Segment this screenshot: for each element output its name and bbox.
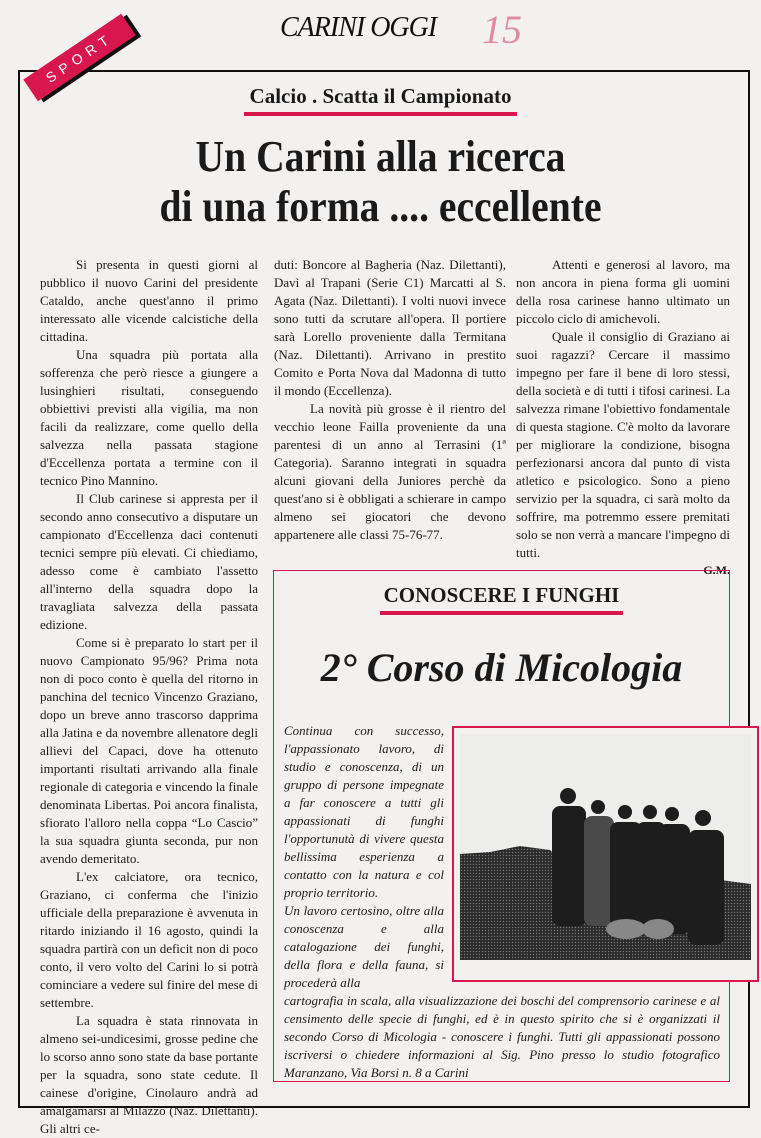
page-number: 15 [482, 7, 522, 52]
group-photo [460, 734, 751, 960]
mushroom-basket [642, 919, 674, 939]
paragraph: La novità più grosse è il rientro del vecchio leone Failla proveniente da una parentesi di un anno al Terrasini (1ª Categoria). Saranno integrati in squadra alcuni giovani della Juniores perchè da quest'ano si è obbligati a schierare in campo almeno sei giocatori che devono appartenere alle classi 75-76-77. [274, 401, 506, 542]
kicker-text: Calcio . Scatta il Campionato [244, 84, 518, 116]
paragraph: L'ex calciatore, ora tecnico, Graziano, ci conferma che l'inizio ufficiale della preparazione è avvenuta in ritardo iniziando il 16 agosto, quindi la squadra partirà con un deficit non di poco conto, il vero volto del Carini lo si potrà cominciare a vedere sul finire del mese di settembre. [40, 869, 258, 1010]
headline-line-2: di una forma .... eccellente [159, 182, 602, 231]
article-column-3 [516, 256, 730, 578]
paragraph: Si presenta in questi giorni al pubblico il nuovo Carini del presidente Cataldo, anche quest'anno il primo interessato alle vicende calcistiche della cittadina. [40, 257, 258, 344]
paragraph: Quale il consiglio di Graziano ai suoi ragazzi? Cercare il massimo impegno per fare il bene di loro stessi, della società e di tutti i tifosi carinesi. La salvezza rimane l'obiettivo fondamentale di questa stagione. C'è molto da lavorare per migliorare la condizione, bisogna perfezionarsi ancora dal punto di vista atletico e psicologico. Sono a pieno servizio per la squadra, ci sarà molto da soffrire, ma potremmo essere premitati solo se non verrà a mancare l'impegno di tutti. [516, 329, 730, 560]
group-photo-frame [452, 726, 759, 982]
paragraph: Come si è preparato lo start per il nuovo Campionato 95/96? Prima nota non di poco conto è quella del ritorno in panchina del tecnico Vincenzo Graziano, dopo un breve anno trascorso dapprima alla Jatina e da novembre allenatore degli allievi del Capaci, dove ha ottenuto importanti risultati arrivando alla finale regionale di categoria e vincendo la finale denominata Libertas. Poi ancora finalista, sfiorato l'alloro nella coppa “Lo Cascio” la sua squadra giunta seconda, pur non avendo demeritato. [40, 635, 259, 866]
article-column-2 [274, 256, 506, 544]
funghi-kicker-text: CONOSCERE I FUNGHI [380, 583, 624, 615]
article-headline [0, 132, 761, 232]
paragraph: Il Club carinese si appresta per il secondo anno consecutivo a disputare un campionato d'Eccellenza daci contenuti tecnici sempre più elevati. Ci chiediamo, adesso come è cambiato l'assetto all'interno della squadra dopo la travagliata salvezza della passata edizione. [40, 491, 258, 632]
funghi-title: 2° Corso di Micologia [320, 645, 683, 690]
section-tag: SPORT [23, 14, 135, 102]
paragraph: La squadra è stata rinnovata in almeno sei-undicesimi, grosse pedine che lo scorso anno sono state da base portante per la squadra, sono state cedute. Il cainese d'origine, Cinolauro andrà ad amalgamarsi al Milazzo (Naz. Dilettanti). Gli altri ce- [40, 1013, 258, 1136]
article-column-1 [40, 256, 258, 1138]
publication-title: CARINI OGGI [280, 12, 437, 43]
mushroom-basket [606, 919, 646, 939]
paragraph: Una squadra più portata alla sofferenza che però riesce a giungere a lusinghieri risultati, conseguendo obbiettivi previsti alla vigilia, ma non facili da realizzare, come quello della salvezza nella passata stagione d'Eccellenza portata a termine con il tecnico Pino Mannino. [40, 347, 258, 488]
paragraph: cartografia in scala, alla visualizzazione dei boschi del comprensorio carinese e al censimento delle specie di funghi, ed è in questo spirito che si è organizzati il secondo Corso di Micologia - conoscere i funghi. Tutti gli appassionati possono iscriversi o chiedere informazioni al Sig. Pino presso lo studio fotografico Maranzano, Via Borsi n. 8 a Carini [284, 993, 720, 1080]
article-kicker [0, 84, 761, 116]
paragraph: Un lavoro certosino, oltre alla conoscenza e alla catalogazione dei funghi, della flora e della fauna, si procederà alla [284, 903, 444, 990]
headline-line-1: Un Carini alla ricerca [195, 132, 566, 181]
funghi-kicker [274, 583, 729, 615]
paragraph: Attenti e generosi al lavoro, ma non ancora in piena forma gli uomini della rosa carinese hanno ultimato un piccolo ciclo di amichevoli. [516, 257, 730, 326]
paragraph: duti: Boncore al Bagheria (Naz. Dilettanti), Davì al Trapani (Serie C1) Marcatti al S. Agata (Naz. Dilettanti). I volti nuovi invece sono tutti da scrutare all'opera. Il portiere sarà Lorello proveniente dalla Termitana (Naz. Dilettanti). Arrivano in prestito Comito e Porta Nova dal Madonna di tutto il mondo (Eccellenza). [274, 257, 506, 398]
author-signature: G.M. [703, 563, 730, 577]
paragraph: Continua con successo, l'appassionato lavoro, di studio e conoscenza, di un gruppo di persone impegnate a far conoscere a tutti gli appassionati di funghi l'opportunutà di vivere questa bellissima esperienza a contatto con la natura e col proprio territorio. [284, 723, 444, 900]
